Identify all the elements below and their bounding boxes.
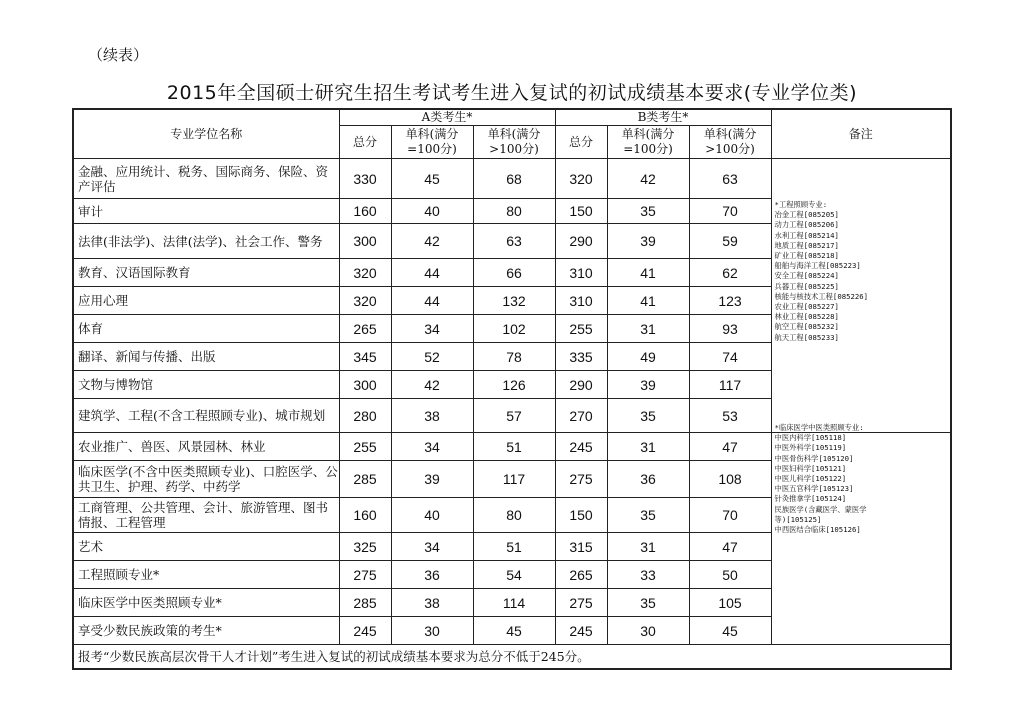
- score-cell-b-s1: 41: [607, 287, 689, 315]
- score-cell-b-s1: 39: [607, 371, 689, 399]
- table-row: [73, 159, 951, 199]
- score-cell-b-total: 150: [555, 498, 607, 533]
- score-cell-a-total: 285: [339, 461, 391, 498]
- score-cell-b-s1: 31: [607, 533, 689, 561]
- score-cell-b-s2: 63: [689, 159, 771, 199]
- score-cell-a-s2: 51: [473, 533, 555, 561]
- major-name-cell: 应用心理: [73, 287, 339, 315]
- score-cell-a-s2: 63: [473, 224, 555, 259]
- score-cell-b-total: 310: [555, 287, 607, 315]
- score-cell-b-total: 290: [555, 371, 607, 399]
- score-cell-a-s1: 40: [391, 498, 473, 533]
- score-cell-b-s2: 53: [689, 399, 771, 433]
- major-name-cell: 临床医学中医类照顾专业*: [73, 589, 339, 617]
- score-cell-b-s2: 74: [689, 343, 771, 371]
- score-cell-b-s1: 41: [607, 259, 689, 287]
- score-cell-a-total: 320: [339, 259, 391, 287]
- major-name-cell: 工程照顾专业*: [73, 561, 339, 589]
- score-cell-a-s2: 45: [473, 617, 555, 645]
- score-cell-a-s1: 36: [391, 561, 473, 589]
- score-cell-b-s2: 70: [689, 199, 771, 224]
- score-cell-a-total: 325: [339, 533, 391, 561]
- score-cell-a-s2: 126: [473, 371, 555, 399]
- score-cell-b-s1: 33: [607, 561, 689, 589]
- score-cell-b-total: 310: [555, 259, 607, 287]
- score-cell-b-s1: 30: [607, 617, 689, 645]
- score-cell-b-total: 255: [555, 315, 607, 343]
- score-cell-a-s2: 80: [473, 199, 555, 224]
- score-cell-b-s2: 93: [689, 315, 771, 343]
- score-cell-b-s1: 35: [607, 199, 689, 224]
- header-b-single100: 单科(满分=100分): [607, 126, 689, 159]
- score-cell-b-s1: 31: [607, 315, 689, 343]
- continued-label: （续表）: [88, 46, 149, 64]
- score-cell-a-s2: 132: [473, 287, 555, 315]
- score-cell-a-s1: 42: [391, 224, 473, 259]
- score-cell-b-s2: 62: [689, 259, 771, 287]
- score-cell-b-s2: 47: [689, 533, 771, 561]
- major-name-cell: 建筑学、工程(不含工程照顾专业)、城市规划: [73, 399, 339, 433]
- score-cell-a-s2: 54: [473, 561, 555, 589]
- major-name-cell: 法律(非法学)、法律(法学)、社会工作、警务: [73, 224, 339, 259]
- score-cell-b-s1: 35: [607, 498, 689, 533]
- footnote: 报考“少数民族高层次骨干人才计划”考生进入复试的初试成绩基本要求为总分不低于245分。: [73, 645, 951, 669]
- score-cell-a-s1: 30: [391, 617, 473, 645]
- score-cell-b-s1: 39: [607, 224, 689, 259]
- score-cell-a-total: 345: [339, 343, 391, 371]
- score-cell-a-s1: 52: [391, 343, 473, 371]
- score-cell-a-s1: 34: [391, 315, 473, 343]
- major-name-cell: 金融、应用统计、税务、国际商务、保险、资产评估: [73, 159, 339, 199]
- score-cell-a-total: 160: [339, 498, 391, 533]
- header-a-single-over100: 单科(满分>100分): [473, 126, 555, 159]
- notes-medical-text: *临床医学中医类照顾专业: 中医内科学[105118] 中医外科学[105119] 中医骨伤科学[105120] 中医妇科学[105121] 中医儿科学[105122] 中医五官科学[105123] 针灸推拿学[105124] 民族医学(含藏医学、蒙医学 等)[105125] 中西医结合临床[105126]: [774, 423, 867, 535]
- score-cell-a-s2: 114: [473, 589, 555, 617]
- score-cell-b-s2: 108: [689, 461, 771, 498]
- score-cell-b-s2: 123: [689, 287, 771, 315]
- score-cell-a-s1: 34: [391, 533, 473, 561]
- score-cell-b-s2: 70: [689, 498, 771, 533]
- header-notes: 备注: [771, 109, 951, 159]
- score-cell-a-s2: 66: [473, 259, 555, 287]
- major-name-cell: 审计: [73, 199, 339, 224]
- header-group-b: B类考生*: [555, 109, 771, 126]
- major-name-cell: 临床医学(不含中医类照顾专业)、口腔医学、公共卫生、护理、药学、中药学: [73, 461, 339, 498]
- score-cell-b-s1: 35: [607, 399, 689, 433]
- score-cell-b-total: 265: [555, 561, 607, 589]
- score-cell-b-total: 275: [555, 589, 607, 617]
- notes-engineering-cell: [771, 159, 951, 433]
- score-cell-a-s1: 38: [391, 589, 473, 617]
- header-b-total: 总分: [555, 126, 607, 159]
- score-cell-a-s2: 78: [473, 343, 555, 371]
- header-b-single-over100: 单科(满分>100分): [689, 126, 771, 159]
- score-cell-b-total: 150: [555, 199, 607, 224]
- header-a-single100: 单科(满分=100分): [391, 126, 473, 159]
- score-table: [72, 108, 952, 670]
- score-cell-b-s2: 47: [689, 433, 771, 461]
- score-cell-a-s1: 39: [391, 461, 473, 498]
- score-cell-a-total: 280: [339, 399, 391, 433]
- score-cell-b-s1: 36: [607, 461, 689, 498]
- score-cell-a-s2: 117: [473, 461, 555, 498]
- score-cell-b-total: 315: [555, 533, 607, 561]
- major-name-cell: 教育、汉语国际教育: [73, 259, 339, 287]
- score-cell-a-s1: 42: [391, 371, 473, 399]
- score-cell-a-s1: 44: [391, 259, 473, 287]
- score-cell-a-s1: 45: [391, 159, 473, 199]
- score-cell-a-s1: 38: [391, 399, 473, 433]
- score-cell-b-s2: 59: [689, 224, 771, 259]
- score-cell-b-total: 290: [555, 224, 607, 259]
- score-cell-b-total: 275: [555, 461, 607, 498]
- major-name-cell: 工商管理、公共管理、会计、旅游管理、图书情报、工程管理: [73, 498, 339, 533]
- score-cell-b-s1: 35: [607, 589, 689, 617]
- score-cell-a-s2: 68: [473, 159, 555, 199]
- score-cell-a-s1: 40: [391, 199, 473, 224]
- score-cell-a-total: 255: [339, 433, 391, 461]
- score-cell-a-total: 275: [339, 561, 391, 589]
- major-name-cell: 艺术: [73, 533, 339, 561]
- score-cell-b-s1: 42: [607, 159, 689, 199]
- score-cell-b-s1: 31: [607, 433, 689, 461]
- score-cell-a-total: 285: [339, 589, 391, 617]
- score-cell-a-total: 265: [339, 315, 391, 343]
- score-cell-a-s1: 34: [391, 433, 473, 461]
- header-row-1: [73, 109, 951, 126]
- notes-engineering-text: *工程照顾专业: 冶金工程[085205] 动力工程[085206] 水利工程[085214] 地质工程[085217] 矿业工程[085218] 船舶与海洋工程[085223] 安全工程[085224] 兵器工程[085225] 核能与核技术工程[085226] 农业工程[085227] 林业工程[085228] 航空工程[085232] 航天工程[085233]: [774, 200, 869, 342]
- score-cell-b-s1: 49: [607, 343, 689, 371]
- score-cell-a-total: 330: [339, 159, 391, 199]
- header-group-a: A类考生*: [339, 109, 555, 126]
- header-a-total: 总分: [339, 126, 391, 159]
- score-cell-b-total: 335: [555, 343, 607, 371]
- score-cell-a-s2: 80: [473, 498, 555, 533]
- score-cell-a-total: 320: [339, 287, 391, 315]
- table-row: [73, 433, 951, 461]
- major-name-cell: 享受少数民族政策的考生*: [73, 617, 339, 645]
- major-name-cell: 农业推广、兽医、风景园林、林业: [73, 433, 339, 461]
- score-cell-a-total: 160: [339, 199, 391, 224]
- score-cell-a-s2: 102: [473, 315, 555, 343]
- score-cell-b-s2: 105: [689, 589, 771, 617]
- notes-medical-cell: [771, 423, 951, 645]
- page-title: 2015年全国硕士研究生招生考试考生进入复试的初试成绩基本要求(专业学位类): [166, 82, 858, 104]
- score-cell-b-total: 245: [555, 433, 607, 461]
- major-name-cell: 体育: [73, 315, 339, 343]
- score-cell-b-total: 245: [555, 617, 607, 645]
- score-cell-b-s2: 45: [689, 617, 771, 645]
- score-cell-a-s2: 57: [473, 399, 555, 433]
- footnote-row: [73, 645, 951, 669]
- major-name-cell: 翻译、新闻与传播、出版: [73, 343, 339, 371]
- score-cell-b-s2: 117: [689, 371, 771, 399]
- header-major: 专业学位名称: [73, 109, 339, 159]
- score-cell-a-s1: 44: [391, 287, 473, 315]
- score-cell-a-total: 300: [339, 224, 391, 259]
- score-cell-a-s2: 51: [473, 433, 555, 461]
- score-cell-a-total: 300: [339, 371, 391, 399]
- score-cell-a-total: 245: [339, 617, 391, 645]
- major-name-cell: 文物与博物馆: [73, 371, 339, 399]
- score-cell-b-s2: 50: [689, 561, 771, 589]
- score-cell-b-total: 270: [555, 399, 607, 433]
- score-cell-b-total: 320: [555, 159, 607, 199]
